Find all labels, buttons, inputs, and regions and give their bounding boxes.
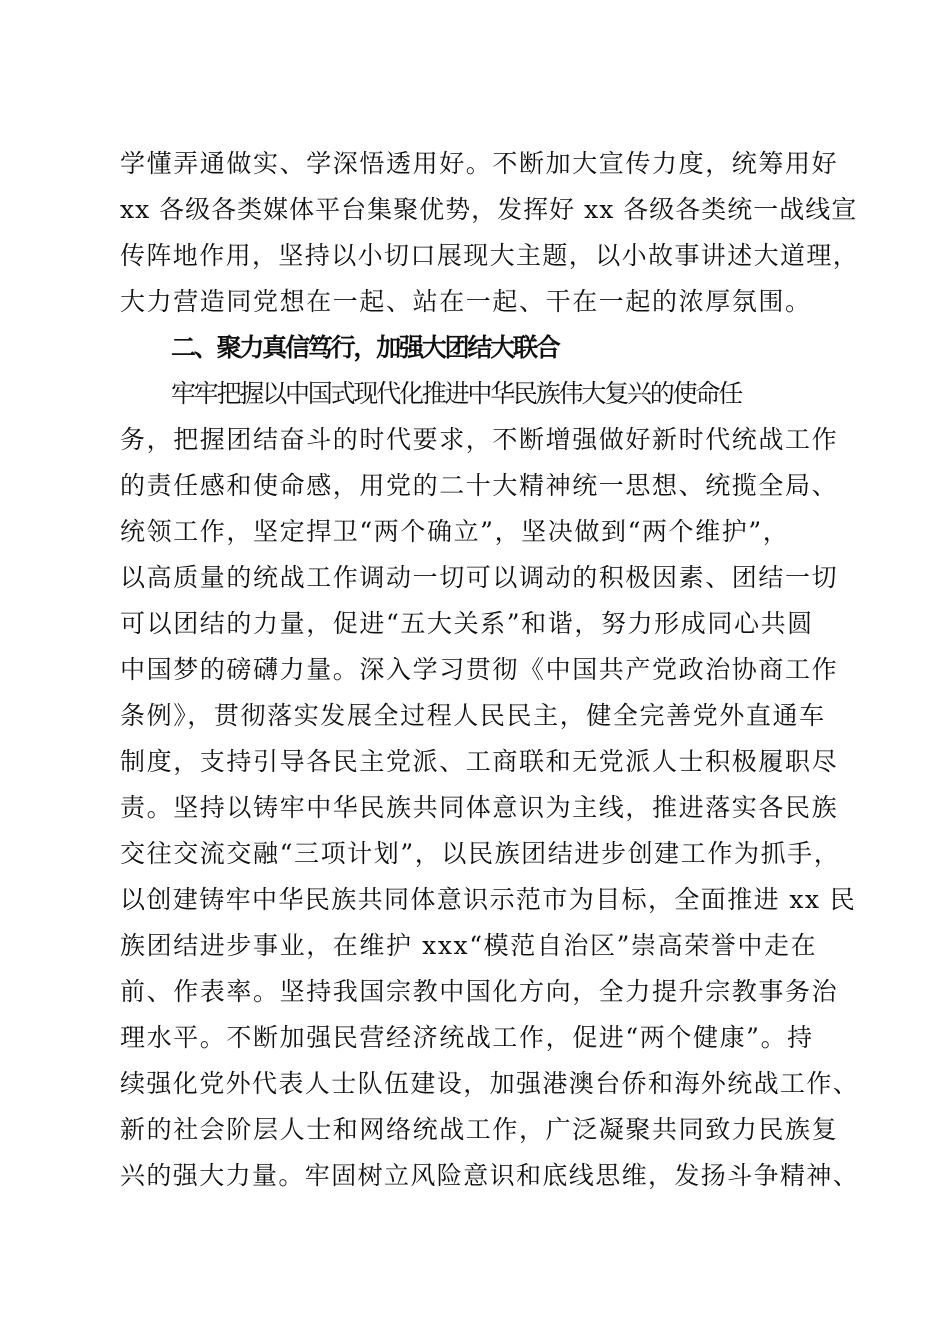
text-line: 统领工作，坚定捍卫“两个确立”，坚决做到“两个维护”， [120, 517, 790, 546]
text-line: 续强化党外代表人士队伍建设，加强港澳台侨和海外统战工作、 [120, 1069, 860, 1098]
section-heading: 二、聚力真信笃行，加强大团结大联合 [171, 333, 559, 362]
text-line: 学懂弄通做实、学深悟透用好。不断加大宣传力度，统筹用好 [120, 149, 839, 178]
text-line: 传阵地作用，坚持以小切口展现大主题，以小故事讲述大道理， [120, 241, 860, 270]
text-line: 族团结进步事业，在维护 xxx“模范自治区”崇高荣誉中走在 [120, 931, 818, 960]
text-line: 兴的强大力量。牢固树立风险意识和底线思维，发扬斗争精神、 [120, 1161, 860, 1190]
text-line: 责。坚持以铸牢中华民族共同体意识为主线，推进落实各民族 [120, 793, 839, 822]
text-line: 以高质量的统战工作调动一切可以调动的积极因素、团结一切 [120, 563, 839, 592]
text-line: 条例》，贯彻落实发展全过程人民民主，健全完善党外直通车 [120, 701, 826, 730]
text-line: 交往交流交融“三项计划”，以民族团结进步创建工作为抓手， [120, 839, 841, 868]
text-line: xx 各级各类媒体平台集聚优势，发挥好 xx 各级各类统一战线宣 [120, 195, 858, 224]
text-line: 新的社会阶层人士和网络统战工作，广泛凝聚共同致力民族复 [120, 1115, 839, 1144]
text-line: 理水平。不断加强民营经济统战工作，促进“两个健康”。持 [120, 1023, 814, 1052]
text-line: 大力营造同党想在一起、站在一起、干在一起的浓厚氛围。 [120, 287, 812, 316]
text-line: 牢牢把握以中国式现代化推进中华民族伟大复兴的使命任 [171, 379, 742, 408]
text-line: 可以团结的力量，促进“五大关系”和谐，努力形成同心共圆 [120, 609, 814, 638]
text-line: 制度，支持引导各民主党派、工商联和无党派人士积极履职尽 [120, 747, 839, 776]
text-line: 的责任感和使命感，用党的二十大精神统一思想、统揽全局、 [120, 471, 839, 500]
text-line: 前、作表率。坚持我国宗教中国化方向，全力提升宗教事务治 [120, 977, 839, 1006]
text-line: 中国梦的磅礴力量。深入学习贯彻《中国共产党政治协商工作 [120, 655, 839, 684]
text-line: 以创建铸牢中华民族共同体意识示范市为目标，全面推进 xx 民 [120, 885, 857, 914]
text-line: 务，把握团结奋斗的时代要求，不断增强做好新时代统战工作 [120, 425, 839, 454]
